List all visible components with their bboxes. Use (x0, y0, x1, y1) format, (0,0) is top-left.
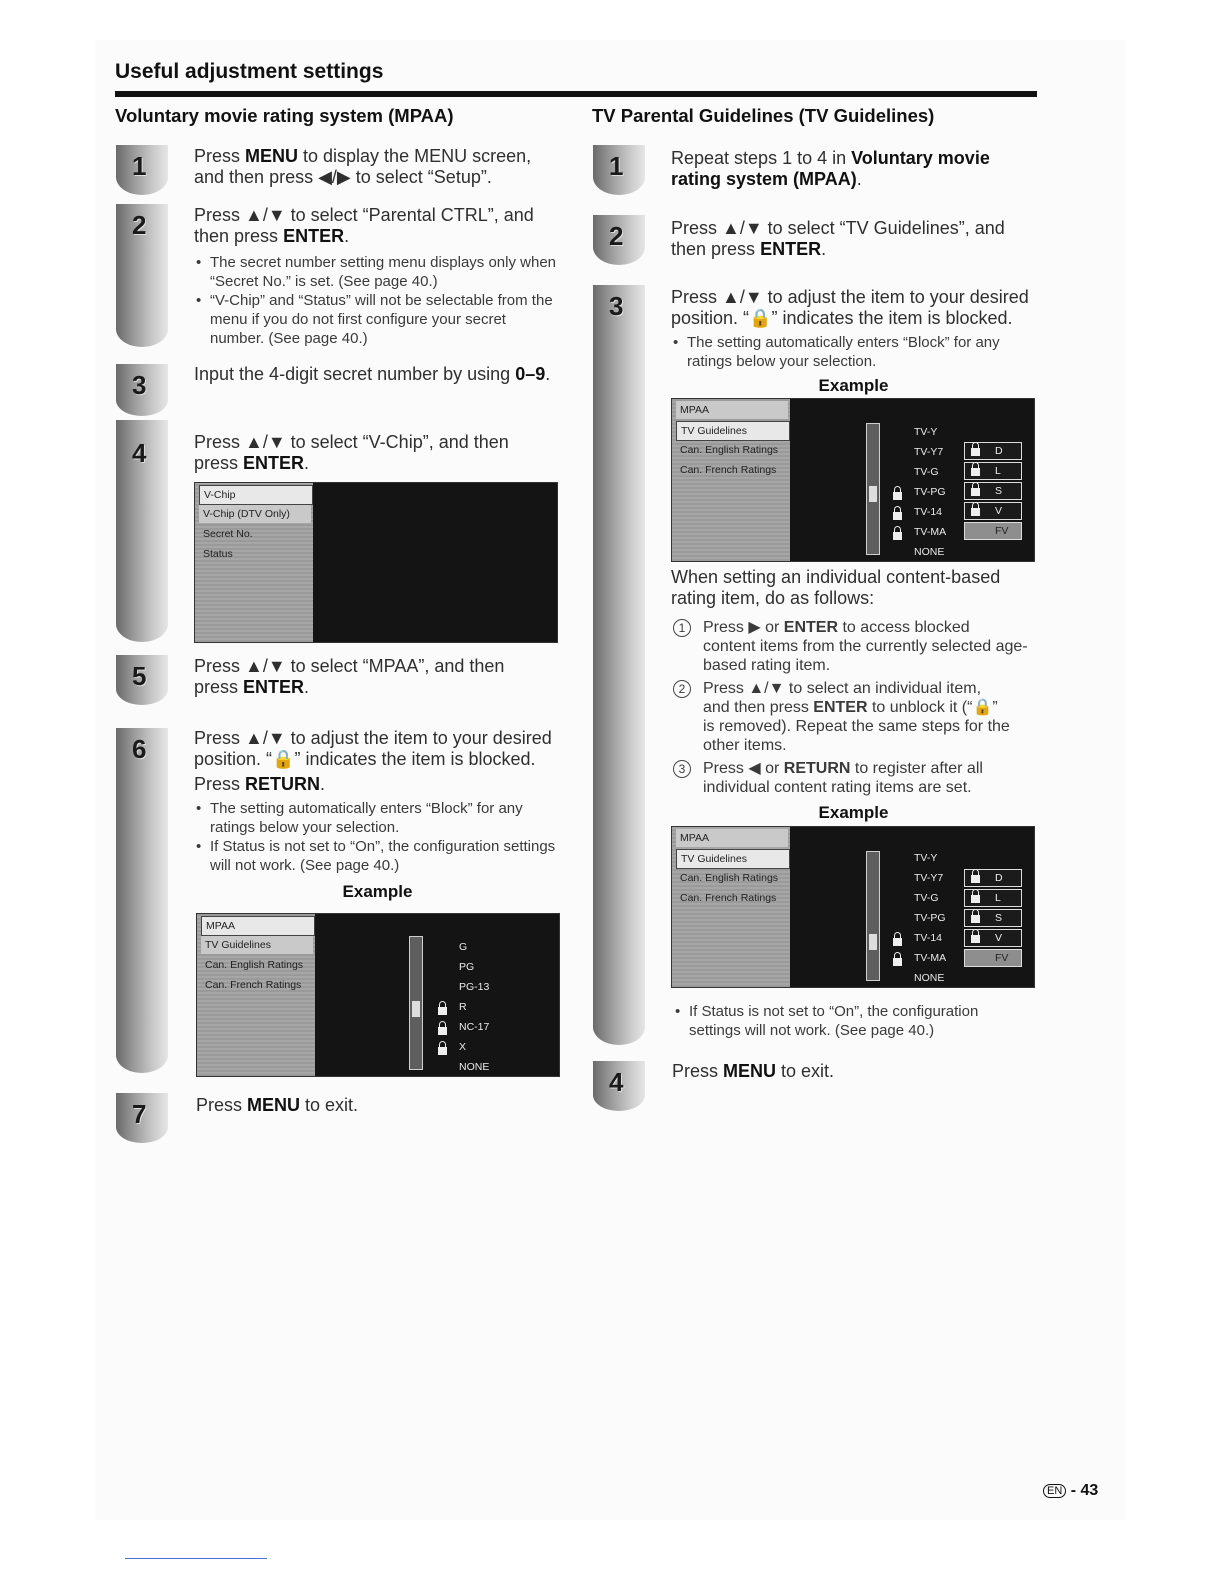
content-box-v[interactable]: V (964, 502, 1022, 520)
menu-item-can-english: Can. English Ratings (680, 444, 779, 456)
right-step-2-text: Press ▲/▼ to select “TV Guidelines”, and then press ENTER. (671, 218, 1005, 259)
rating-label: TV-G (914, 892, 939, 904)
left-step-6-bullets (194, 799, 566, 875)
lock-icon (893, 490, 902, 500)
step-badge-3: 3 (116, 364, 168, 416)
mpaa-ratings-screen (196, 913, 560, 1077)
rating-slider[interactable] (866, 851, 880, 981)
left-step-3-text: Input the 4-digit secret number by using 0–9. (194, 364, 551, 384)
lock-icon (893, 956, 902, 966)
rating-label: TV-14 (914, 506, 943, 518)
right-step-3-bullets-2 (673, 1002, 1033, 1040)
menu-item-mpaa: MPAA (676, 829, 788, 847)
lock-icon (438, 1025, 447, 1035)
rating-label: NONE (914, 546, 945, 558)
menu-item-secret-no: Secret No. (203, 528, 253, 540)
lock-icon (893, 530, 902, 540)
content-box-d[interactable]: D (964, 442, 1022, 460)
rating-label: TV-14 (914, 932, 943, 944)
menu-item-tv-guidelines: TV Guidelines (676, 421, 790, 441)
left-step-4-text: Press ▲/▼ to select “V-Chip”, and then press ENTER. (194, 432, 509, 473)
page-heading: Useful adjustment settings (115, 60, 384, 83)
left-step-2-text: Press ▲/▼ to select “Parental CTRL”, and then press ENTER. • The secret number setting menu displays only when “Secret No.” is set. (See page 40.) • “V-Chip” and “Status” will not be selectable from the menu if you do not first configure your secret number. (See page 40.) (194, 205, 564, 348)
right-step-4-text: Press MENU to exit. (672, 1061, 835, 1081)
heading-rule (115, 91, 1037, 97)
rating-slider[interactable] (866, 423, 880, 555)
bottom-rule (125, 1558, 267, 1559)
example-label-mpaa: Example (342, 882, 413, 901)
left-step-2-bullets (194, 253, 564, 348)
menu-item-status: Status (203, 548, 233, 560)
lock-icon (893, 936, 902, 946)
content-box-fv[interactable]: FV (964, 949, 1022, 967)
step-badge-7: 7 (116, 1093, 168, 1143)
content-box-v[interactable]: V (964, 929, 1022, 947)
substep-2: 2 Press ▲/▼ to select an individual item, and then press ENTER to unblock it (“🔒” is removed). Repeat the same steps for the other items. (673, 679, 1043, 755)
lock-icon (438, 1045, 447, 1055)
rating-label: TV-Y7 (914, 446, 944, 458)
menu-item-tv-guidelines: TV Guidelines (676, 849, 790, 869)
step-badge-6: 6 (116, 728, 168, 1073)
rating-label: TV-G (914, 466, 939, 478)
left-step-5-text: Press ▲/▼ to select “MPAA”, and then press ENTER. (194, 656, 505, 697)
content-box-s[interactable]: S (964, 482, 1022, 500)
lock-icon (438, 1005, 447, 1015)
language-badge: EN (1043, 1484, 1066, 1498)
menu-item-vchip-dtv: V-Chip (DTV Only) (199, 505, 311, 523)
left-step-1-text: Press MENU to display the MENU screen, and then press ◀/▶ to select “Setup”. (194, 146, 532, 187)
content-box-l[interactable]: L (964, 462, 1022, 480)
step-badge-2: 2 (593, 215, 645, 265)
menu-item-tv-guidelines: TV Guidelines (201, 936, 313, 954)
menu-item-mpaa: MPAA (676, 401, 788, 419)
right-step-1-text: Repeat steps 1 to 4 in Voluntary movie rating system (MPAA). (671, 148, 990, 189)
menu-item-can-french: Can. French Ratings (205, 979, 302, 991)
rating-label: TV-PG (914, 912, 946, 924)
rating-label: NONE (914, 972, 945, 984)
step-badge-4: 4 (593, 1061, 645, 1111)
step-badge-3: 3 (593, 285, 645, 1045)
step-badge-1: 1 (116, 145, 168, 195)
rating-label: TV-Y (914, 852, 938, 864)
menu-item-can-english: Can. English Ratings (205, 959, 304, 971)
page-number: EN - 43 (1043, 1482, 1098, 1500)
bullet: • The setting automatically enters “Block” for any ratings below your selection. (194, 799, 566, 837)
step-badge-5: 5 (116, 655, 168, 705)
rating-label: X (459, 1041, 467, 1053)
rating-label: NONE (459, 1061, 490, 1073)
step-badge-2: 2 (116, 204, 168, 347)
rating-label: NC-17 (459, 1021, 490, 1033)
bullet: • “V-Chip” and “Status” will not be selectable from the menu if you do not first configure your secret number. (See page 40.) (194, 291, 564, 348)
left-section-title: Voluntary movie rating system (MPAA) (115, 105, 454, 126)
right-step-3-after-text: When setting an individual content-based rating item, do as follows: (671, 567, 1001, 608)
right-section-title: TV Parental Guidelines (TV Guidelines) (592, 105, 935, 126)
rating-label: TV-PG (914, 486, 946, 498)
menu-item-mpaa: MPAA (201, 916, 315, 936)
example-label-tv-1: Example (818, 376, 889, 395)
right-step-3-bullets (671, 333, 1041, 371)
menu-item-can-english: Can. English Ratings (680, 872, 779, 884)
menu-item-can-french: Can. French Ratings (680, 464, 777, 476)
substep-3: 3 Press ◀ or RETURN to register after all individual content rating items are set. (673, 759, 1043, 797)
content-box-s[interactable]: S (964, 909, 1022, 927)
substep-1: 1 Press ▶ or ENTER to access blocked content items from the currently selected age- based rating item. (673, 618, 1043, 675)
rating-label: PG (459, 961, 475, 973)
left-step-7-text: Press MENU to exit. (196, 1095, 359, 1115)
menu-item-vchip: V-Chip (199, 485, 313, 505)
rating-label: TV-MA (914, 526, 947, 538)
menu-item-can-french: Can. French Ratings (680, 892, 777, 904)
content-box-l[interactable]: L (964, 889, 1022, 907)
example-label-tv-2: Example (818, 803, 889, 822)
bullet: • If Status is not set to “On”, the configuration settings will not work. (See page 40.) (194, 837, 566, 875)
rating-label: TV-Y7 (914, 872, 944, 884)
rating-label: TV-Y (914, 426, 938, 438)
rating-label: TV-MA (914, 952, 947, 964)
content-box-fv[interactable]: FV (964, 522, 1022, 540)
rating-label: R (459, 1001, 467, 1013)
bullet: • The setting automatically enters “Block” for any ratings below your selection. (671, 333, 1041, 371)
rating-label: G (459, 941, 468, 953)
bullet: • If Status is not set to “On”, the configuration settings will not work. (See page 40.) (673, 1002, 1033, 1040)
lock-icon (893, 510, 902, 520)
tv-guidelines-screen-2 (671, 826, 1035, 988)
vchip-menu-screen (194, 482, 558, 643)
step-badge-1: 1 (593, 145, 645, 195)
step-badge-4: 4 (116, 420, 168, 642)
rating-slider[interactable] (409, 936, 423, 1070)
tv-guidelines-screen-1 (671, 398, 1035, 562)
right-step-3-text: Press ▲/▼ to adjust the item to your desired position. “🔒” indicates the item is blocked. • The setting automatically enters “Block” for any ratings below your selection. (671, 287, 1041, 371)
bullet: • The secret number setting menu displays only when “Secret No.” is set. (See page 40.) (194, 253, 564, 291)
rating-label: PG-13 (459, 981, 490, 993)
right-step-3-substeps (673, 618, 1043, 797)
content-box-d[interactable]: D (964, 869, 1022, 887)
left-step-6-text: Press ▲/▼ to adjust the item to your desired position. “🔒” indicates the item is blocked. Press RETURN. • The setting automatically enters “Block” for any ratings below your selection. • If Status is not set to “On”, the configuration settings will not work. (See page 40.) (194, 728, 566, 875)
